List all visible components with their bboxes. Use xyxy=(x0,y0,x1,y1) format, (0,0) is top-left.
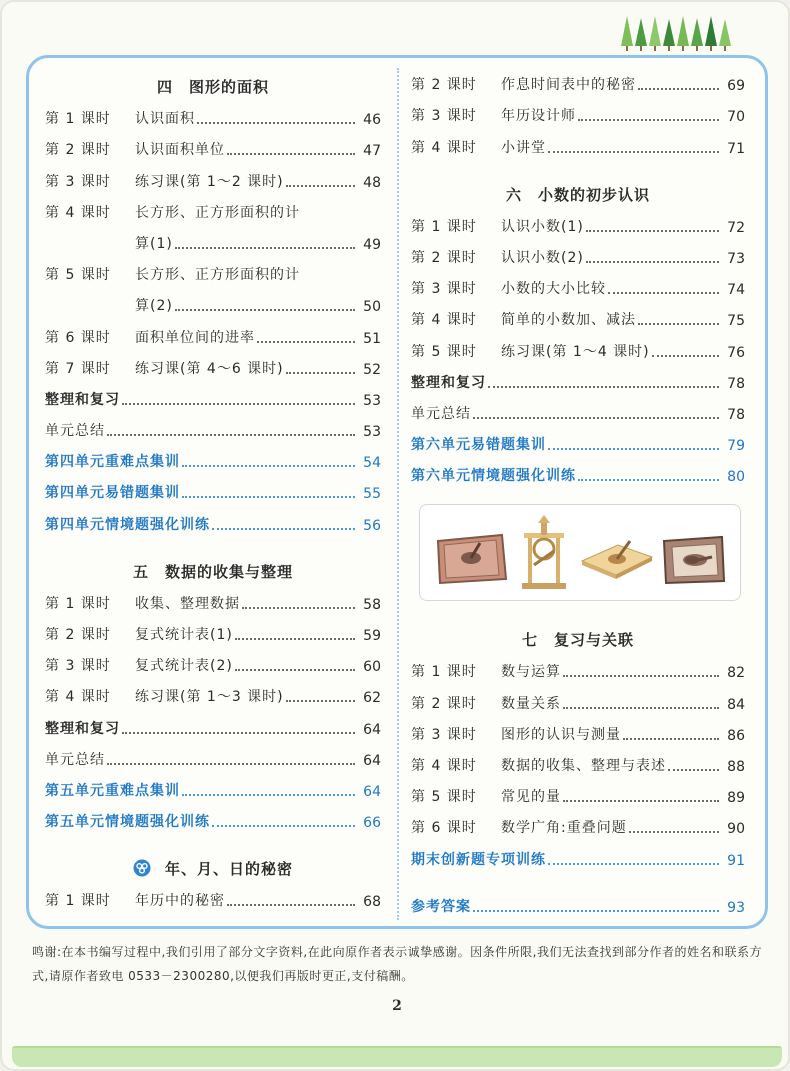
section-name: 年、月、日的秘密 xyxy=(164,860,293,879)
unit-name: 图形的面积 xyxy=(189,78,270,96)
toc-entry-final-training[interactable] xyxy=(411,844,745,875)
leader-dots xyxy=(623,738,719,740)
leader-dots xyxy=(182,496,355,498)
leader-dots xyxy=(548,151,719,153)
page-ref: 69 xyxy=(727,78,745,95)
spacer xyxy=(45,838,381,852)
page-ref: 82 xyxy=(727,665,745,682)
page-ref: 70 xyxy=(727,109,745,126)
lesson-number: 第 4 课时 xyxy=(411,312,477,329)
leader-dots xyxy=(235,669,355,671)
page-ref: 78 xyxy=(727,375,745,392)
toc-entry[interactable] xyxy=(45,135,381,166)
toc-frame xyxy=(26,55,768,929)
toc-entry[interactable] xyxy=(411,336,745,367)
entry-title: 第四单元情境题强化训练 xyxy=(45,516,210,533)
leader-dots xyxy=(548,863,719,865)
leader-dots xyxy=(286,372,355,374)
toc-entry-continued[interactable] xyxy=(45,291,381,322)
leader-dots xyxy=(257,341,355,343)
lesson-title: 数与运算 xyxy=(501,664,561,681)
toc-right-column xyxy=(411,70,745,923)
lesson-title: 认识面积 xyxy=(135,111,195,128)
lesson-title: 认识小数(2) xyxy=(501,249,584,266)
lesson-number: 第 3 课时 xyxy=(411,108,477,125)
footer-band xyxy=(12,1046,782,1067)
entry-title: 第五单元情境题强化训练 xyxy=(45,814,210,831)
page-ref: 58 xyxy=(363,596,381,613)
entry-title: 单元总结 xyxy=(45,751,105,768)
page-ref: 79 xyxy=(727,438,745,455)
page-ref: 50 xyxy=(363,299,381,316)
toc-entry-continued[interactable] xyxy=(45,229,381,260)
unit-4-title xyxy=(45,70,381,104)
page-ref: 56 xyxy=(363,517,381,534)
leader-dots xyxy=(473,910,719,912)
leader-dots xyxy=(668,769,719,771)
toc-entry-special[interactable] xyxy=(45,447,381,478)
leader-dots xyxy=(197,122,355,124)
unit-number: 五 xyxy=(132,562,149,581)
toc-entry[interactable] xyxy=(45,589,381,620)
page-ref: 64 xyxy=(363,783,381,800)
spacer xyxy=(411,601,745,623)
entry-title: 第六单元情境题强化训练 xyxy=(411,468,576,485)
lesson-title: 小数的大小比较 xyxy=(501,281,606,298)
toc-entry[interactable] xyxy=(45,682,381,713)
page-ref: 47 xyxy=(363,143,381,160)
leader-dots xyxy=(107,434,355,436)
lesson-number: 第 4 课时 xyxy=(411,139,477,156)
sundial-images-panel xyxy=(419,504,741,601)
leader-dots xyxy=(227,904,355,906)
toc-entry-special[interactable] xyxy=(45,807,381,838)
toc-entry[interactable] xyxy=(411,720,745,751)
leader-dots xyxy=(227,153,355,155)
page-ref: 80 xyxy=(727,469,745,486)
page-ref: 46 xyxy=(363,112,381,129)
unit-5-title xyxy=(45,555,381,589)
page-ref: 59 xyxy=(363,628,381,644)
leader-dots xyxy=(286,185,355,187)
toc-entry-summary[interactable] xyxy=(45,745,381,776)
lesson-title: 年历中的秘密 xyxy=(135,893,225,910)
unit-name: 小数的初步认识 xyxy=(538,185,651,204)
lesson-number: 第 5 课时 xyxy=(45,267,111,284)
leader-dots xyxy=(175,309,355,311)
page-ref: 88 xyxy=(727,759,745,775)
lesson-number: 第 4 课时 xyxy=(411,758,477,774)
page-number: 2 xyxy=(392,998,402,1014)
entry-title: 第四单元重难点集训 xyxy=(45,454,180,471)
lesson-title: 面积单位间的进率 xyxy=(135,329,255,346)
lesson-number: 第 7 课时 xyxy=(45,360,111,377)
leader-dots xyxy=(563,800,719,802)
unit-6-title xyxy=(411,178,745,212)
lesson-title: 常见的量 xyxy=(501,789,561,806)
page-ref: 93 xyxy=(727,899,745,916)
toc-entry-special[interactable] xyxy=(411,461,745,492)
page-ref: 72 xyxy=(727,219,745,236)
leader-dots xyxy=(578,479,719,481)
toc-left-column xyxy=(45,70,381,917)
toc-entry[interactable] xyxy=(411,70,745,101)
leader-dots xyxy=(212,825,355,827)
page-ref: 64 xyxy=(363,752,381,769)
leader-dots xyxy=(212,528,355,530)
lesson-title: 小讲堂 xyxy=(501,139,546,156)
toc-entry[interactable] xyxy=(45,198,381,229)
leader-dots xyxy=(488,386,719,388)
lesson-number: 第 2 课时 xyxy=(411,77,477,94)
unit-name: 复习与关联 xyxy=(554,631,635,650)
page-ref: 66 xyxy=(363,815,381,832)
lesson-number: 第 2 课时 xyxy=(45,627,111,643)
page-ref: 74 xyxy=(727,282,745,299)
leader-dots xyxy=(638,323,719,325)
spacer xyxy=(411,876,745,892)
page-ref: 68 xyxy=(363,894,381,911)
leader-dots xyxy=(578,119,719,121)
lesson-number: 第 4 课时 xyxy=(45,204,111,221)
toc-entry[interactable] xyxy=(411,657,745,688)
page-ref: 49 xyxy=(363,236,381,253)
lesson-title: 练习课(第 1～4 课时) xyxy=(501,343,650,360)
toc-entry[interactable] xyxy=(411,212,745,243)
toc-entry-summary[interactable] xyxy=(411,399,745,430)
page-ref: 91 xyxy=(727,852,745,869)
lesson-number: 第 2 课时 xyxy=(45,142,111,159)
armillary-sphere-icon xyxy=(522,515,566,589)
leader-dots xyxy=(473,417,719,419)
lesson-number: 第 3 课时 xyxy=(45,173,111,190)
toc-entry[interactable] xyxy=(411,688,745,719)
unit-number: 四 xyxy=(156,78,173,96)
lesson-number: 第 3 课时 xyxy=(411,726,477,743)
leader-dots xyxy=(638,88,719,90)
entry-title: 期末创新题专项训练 xyxy=(411,851,546,868)
page-ref: 54 xyxy=(363,455,381,472)
toc-entry-special[interactable] xyxy=(411,430,745,461)
toc-entry[interactable] xyxy=(45,322,381,353)
page-ref: 62 xyxy=(363,690,381,707)
lesson-number: 第 2 课时 xyxy=(411,249,477,266)
toc-entry[interactable] xyxy=(45,620,381,651)
lesson-number: 第 1 课时 xyxy=(45,893,111,910)
toc-entry-review[interactable] xyxy=(45,713,381,744)
toc-entry[interactable] xyxy=(411,813,745,844)
unit-number: 七 xyxy=(521,631,538,650)
page-ref: 90 xyxy=(727,821,745,838)
lesson-title: 复式统计表(2) xyxy=(135,658,233,675)
lesson-title-continued: 算(2) xyxy=(135,298,173,315)
toc-entry-review[interactable] xyxy=(45,385,381,416)
toc-entry[interactable] xyxy=(45,651,381,682)
lesson-title: 练习课(第 1～2 课时) xyxy=(135,173,284,190)
toc-entry[interactable] xyxy=(411,243,745,274)
acknowledgement-text: 鸣谢:在本书编写过程中,我们引用了部分文字资料,在此向原作者表示诚挚感谢。因条件所限,我们无法查找到部分作者的姓名和联系方式,请原作者致电 0533－2300280,以便我们再版时更正,支付稿酬。 xyxy=(32,945,762,983)
page-ref: 52 xyxy=(363,361,381,378)
lesson-title: 简单的小数加、减法 xyxy=(501,312,636,329)
leader-dots xyxy=(122,732,355,734)
lesson-title: 数学广角:重叠问题 xyxy=(501,820,627,837)
lesson-title: 图形的认识与测量 xyxy=(501,726,621,743)
page-ref: 71 xyxy=(727,140,745,157)
lesson-title: 数据的收集、整理与表述 xyxy=(501,758,666,774)
page-ref: 53 xyxy=(363,392,381,409)
lesson-title: 年历设计师 xyxy=(501,108,576,125)
lesson-number: 第 1 课时 xyxy=(411,218,477,235)
leader-dots xyxy=(548,448,719,450)
lesson-title: 练习课(第 1～3 课时) xyxy=(135,689,284,706)
leader-dots xyxy=(652,355,719,357)
page-ref: 89 xyxy=(727,790,745,807)
entry-title: 整理和复习 xyxy=(411,374,486,391)
toc-entry[interactable] xyxy=(411,305,745,336)
leader-dots xyxy=(586,230,719,232)
lesson-title: 长方形、正方形面积的计 xyxy=(135,267,300,284)
secret-section-title xyxy=(45,852,381,886)
lesson-number: 第 1 课时 xyxy=(411,664,477,681)
leader-dots xyxy=(586,261,719,263)
lesson-title: 认识小数(1) xyxy=(501,218,584,235)
page-ref: 75 xyxy=(727,313,745,330)
leader-dots xyxy=(182,794,355,796)
leader-dots xyxy=(608,292,719,294)
entry-title: 第四单元易错题集训 xyxy=(45,485,180,502)
leader-dots xyxy=(235,638,355,640)
toc-entry[interactable] xyxy=(411,101,745,132)
sundial-illustrations xyxy=(430,505,730,600)
toc-entry-special[interactable] xyxy=(45,478,381,509)
lesson-number: 第 4 课时 xyxy=(45,689,111,706)
lesson-number: 第 1 课时 xyxy=(45,595,111,612)
page-ref: 86 xyxy=(727,727,745,744)
unit-name: 数据的收集与整理 xyxy=(165,562,294,581)
lesson-title: 认识面积单位 xyxy=(135,142,225,159)
toc-entry-answers[interactable] xyxy=(411,892,745,923)
leader-dots xyxy=(175,247,355,249)
entry-title: 单元总结 xyxy=(45,423,105,440)
lesson-number: 第 3 课时 xyxy=(411,281,477,298)
lesson-number: 第 3 课时 xyxy=(45,658,111,675)
entry-title: 参考答案 xyxy=(411,898,471,915)
flat-sundial-icon xyxy=(582,541,652,579)
leader-dots xyxy=(242,607,355,609)
entry-title: 整理和复习 xyxy=(45,391,120,408)
page-ref: 48 xyxy=(363,174,381,191)
toc-entry-special[interactable] xyxy=(45,776,381,807)
toc-entry[interactable] xyxy=(411,751,745,782)
toc-entry[interactable] xyxy=(45,104,381,135)
entry-title: 整理和复习 xyxy=(45,720,120,737)
page-ref: 55 xyxy=(363,486,381,503)
leader-dots xyxy=(122,403,355,405)
lesson-number: 第 1 课时 xyxy=(45,111,111,128)
lesson-title: 练习课(第 4～6 课时) xyxy=(135,360,284,377)
toc-entry[interactable] xyxy=(411,274,745,305)
unit-number: 六 xyxy=(505,185,522,204)
page-ref: 76 xyxy=(727,344,745,361)
toc-entry-special[interactable] xyxy=(45,509,381,540)
lesson-number: 第 5 课时 xyxy=(411,343,477,360)
leader-dots xyxy=(107,763,355,765)
compass-board-icon xyxy=(664,537,724,583)
page-ref: 60 xyxy=(363,659,381,676)
lesson-title: 复式统计表(1) xyxy=(135,627,233,643)
page-ref: 84 xyxy=(727,696,745,713)
toc-entry[interactable] xyxy=(411,782,745,813)
page-ref: 51 xyxy=(363,330,381,347)
entry-title: 第五单元重难点集训 xyxy=(45,782,180,799)
lesson-number: 第 2 课时 xyxy=(411,695,477,712)
unit-7-title xyxy=(411,623,745,657)
lesson-title: 数量关系 xyxy=(501,695,561,712)
toc-entry[interactable] xyxy=(411,132,745,163)
toc-entry[interactable] xyxy=(45,260,381,291)
toc-entry-review[interactable] xyxy=(411,368,745,399)
toc-entry[interactable] xyxy=(45,886,381,917)
leader-dots xyxy=(182,465,355,467)
toc-entry[interactable] xyxy=(45,354,381,385)
page-ref: 73 xyxy=(727,250,745,267)
leader-dots xyxy=(286,700,355,702)
lesson-number: 第 6 课时 xyxy=(45,329,111,346)
entry-title: 第六单元易错题集训 xyxy=(411,437,546,454)
spacer xyxy=(411,164,745,178)
lesson-title: 长方形、正方形面积的计 xyxy=(135,204,300,221)
leader-dots xyxy=(563,707,719,709)
trees-decoration xyxy=(621,14,733,52)
toc-entry[interactable] xyxy=(45,166,381,197)
lesson-title: 作息时间表中的秘密 xyxy=(501,77,636,94)
lesson-number: 第 5 课时 xyxy=(411,789,477,806)
leader-dots xyxy=(629,831,719,833)
leader-dots xyxy=(563,675,719,677)
page-ref: 78 xyxy=(727,406,745,423)
clover-icon xyxy=(133,859,151,877)
column-divider xyxy=(397,68,399,920)
entry-title: 单元总结 xyxy=(411,405,471,422)
sundial-square-icon xyxy=(438,535,506,583)
toc-entry-summary[interactable] xyxy=(45,416,381,447)
spacer xyxy=(45,541,381,555)
page-ref: 53 xyxy=(363,424,381,441)
page-ref: 64 xyxy=(363,721,381,738)
lesson-title-continued: 算(1) xyxy=(135,235,173,252)
lesson-title: 收集、整理数据 xyxy=(135,595,240,612)
lesson-number: 第 6 课时 xyxy=(411,820,477,837)
